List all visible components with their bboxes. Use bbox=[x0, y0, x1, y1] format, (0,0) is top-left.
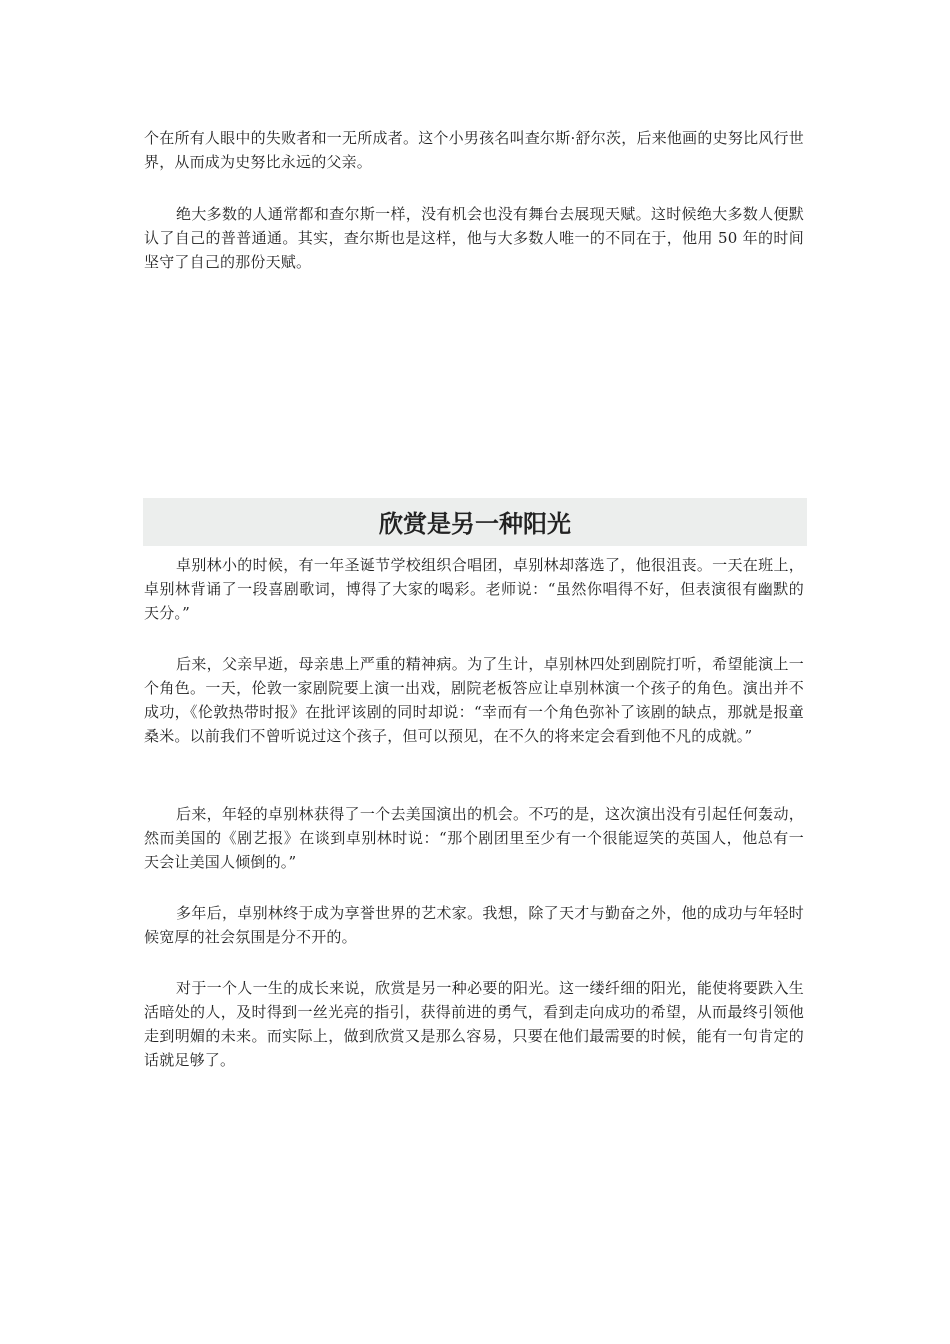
section-paragraph-4: 多年后，卓别林终于成为享誉世界的艺术家。我想，除了天才与勤奋之外，他的成功与年轻时候宽厚的社会氛围是分不开的。 bbox=[144, 904, 804, 946]
intro-paragraph-2: 绝大多数的人通常都和查尔斯一样，没有机会也没有舞台去展现天赋。这时候绝大多数人便默认了自己的普普通通。其实，查尔斯也是这样，他与大多数人唯一的不同在于，他用 50 年的时间坚守了自己的那份天赋。 bbox=[144, 205, 804, 271]
section-paragraph-2: 后来，父亲早逝，母亲患上严重的精神病。为了生计，卓别林四处到剧院打听，希望能演上一个角色。一天，伦敦一家剧院要上演一出戏，剧院老板答应让卓别林演一个孩子的角色。演出并不成功，《伦敦热带时报》在批评该剧的同时却说：“幸而有一个角色弥补了该剧的缺点，那就是报童桑米。以前我们不曾听说过这个孩子，但可以预见，在不久的将来定会看到他不凡的成就。” bbox=[144, 655, 804, 745]
section-paragraph-5: 对于一个人一生的成长来说，欣赏是另一种必要的阳光。这一缕纤细的阳光，能使将要跌入生活暗处的人，及时得到一丝光亮的指引，获得前进的勇气，看到走向成功的希望，从而最终引领他走到明媚的未来。而实际上，做到欣赏又是那么容易，只要在他们最需要的时候，能有一句肯定的话就足够了。 bbox=[144, 979, 804, 1069]
section-title: 欣赏是另一种阳光 bbox=[379, 510, 571, 538]
intro-paragraph-continued: 个在所有人眼中的失败者和一无所成者。这个小男孩名叫查尔斯·舒尔茨，后来他画的史努比风行世界，从而成为史努比永远的父亲。 bbox=[144, 129, 804, 171]
section-paragraph-1: 卓别林小的时候，有一年圣诞节学校组织合唱团，卓别林却落选了，他很沮丧。一天在班上，卓别林背诵了一段喜剧歌词，博得了大家的喝彩。老师说：“虽然你唱得不好，但表演很有幽默的天分。” bbox=[144, 556, 804, 622]
section-paragraph-3: 后来，年轻的卓别林获得了一个去美国演出的机会。不巧的是，这次演出没有引起任何轰动，然而美国的《剧艺报》在谈到卓别林时说：“那个剧团里至少有一个很能逗笑的英国人，他总有一天会让美国人倾倒的。” bbox=[144, 805, 804, 871]
